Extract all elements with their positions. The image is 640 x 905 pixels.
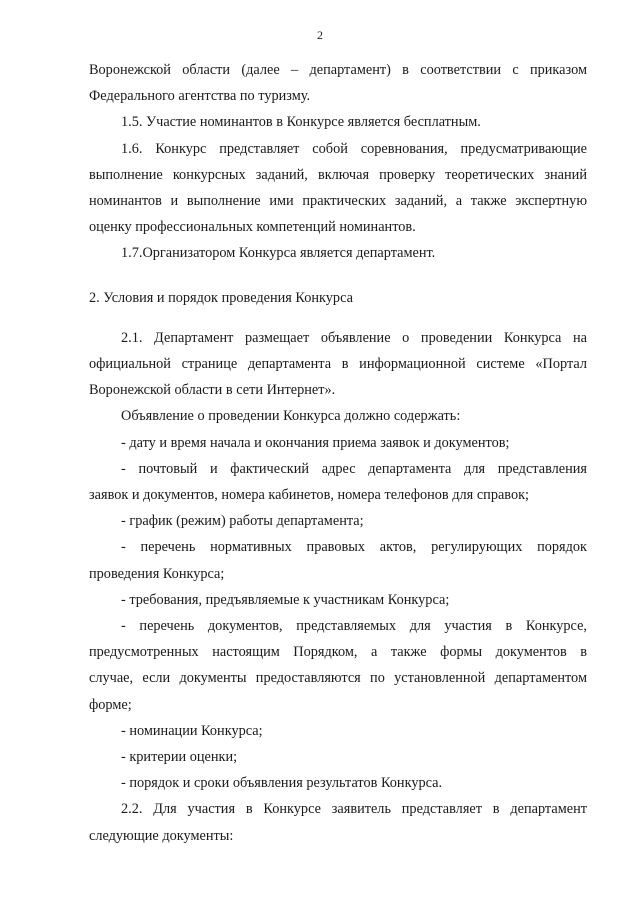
text-line: номинантов и выполнение ими практических заданий, а также экспертную bbox=[89, 193, 587, 210]
paragraph-1-5: 1.5. Участие номинантов в Конкурсе является бесплатным. bbox=[121, 114, 481, 131]
text-line: следующие документы: bbox=[89, 827, 234, 844]
text-line: - перечень нормативных правовых актов, регулирующих порядок bbox=[121, 539, 587, 556]
text-line: - почтовый и фактический адрес департамента для представления bbox=[121, 460, 587, 477]
list-item: - дату и время начала и окончания приема заявок и документов; bbox=[121, 434, 510, 451]
text-line: 2.1. Департамент размещает объявление о проведении Конкурса на bbox=[121, 329, 587, 346]
text-line: выполнение конкурсных заданий, включая проверку теоретических знаний bbox=[89, 166, 587, 183]
announcement-intro: Объявление о проведении Конкурса должно содержать: bbox=[121, 408, 461, 425]
paragraph-2-2 bbox=[89, 796, 587, 848]
text-line: Воронежской области в сети Интернет». bbox=[89, 382, 336, 399]
text-line: проведения Конкурса; bbox=[89, 565, 225, 582]
page-number: 2 bbox=[317, 28, 323, 42]
text-line: оценку профессиональных компетенций номинантов. bbox=[89, 219, 416, 236]
text-line: форме; bbox=[89, 696, 132, 713]
list-item: - порядок и сроки объявления результатов Конкурса. bbox=[121, 775, 443, 792]
text-line: предусмотренных настоящим Порядком, а также формы документов в bbox=[89, 644, 587, 661]
document-body bbox=[89, 57, 587, 849]
paragraph-1-6 bbox=[89, 136, 587, 241]
list-item bbox=[89, 534, 587, 586]
list-item: - номинации Конкурса; bbox=[121, 722, 263, 739]
list-item: - требования, предъявляемые к участникам Конкурса; bbox=[121, 591, 450, 608]
text-line: заявок и документов, номера кабинетов, номера телефонов для справок; bbox=[89, 487, 530, 504]
text-line: 1.6. Конкурс представляет собой соревнования, предусматривающие bbox=[121, 140, 587, 157]
list-item bbox=[89, 613, 587, 718]
paragraph-continuation bbox=[89, 57, 587, 109]
text-line: 2.2. Для участия в Конкурсе заявитель представляет в департамент bbox=[121, 801, 587, 818]
text-line: Воронежской области (далее – департамент) в соответствии с приказом bbox=[89, 62, 587, 78]
list-item bbox=[89, 456, 587, 508]
paragraph-1-7: 1.7.Организатором Конкурса является департамент. bbox=[121, 245, 436, 262]
list-item: - критерии оценки; bbox=[121, 749, 238, 766]
text-line: - перечень документов, представляемых для участия в Конкурсе, bbox=[121, 618, 587, 635]
paragraph-2-1 bbox=[89, 325, 587, 404]
list-item: - график (режим) работы департамента; bbox=[121, 513, 364, 530]
text-line: официальной странице департамента в информационной системе «Портал bbox=[89, 356, 587, 373]
section-heading: 2. Условия и порядок проведения Конкурса bbox=[89, 289, 353, 306]
text-line: случае, если документы предоставляются по установленной департаментом bbox=[89, 670, 587, 687]
text-line: Федерального агентства по туризму. bbox=[89, 88, 311, 105]
